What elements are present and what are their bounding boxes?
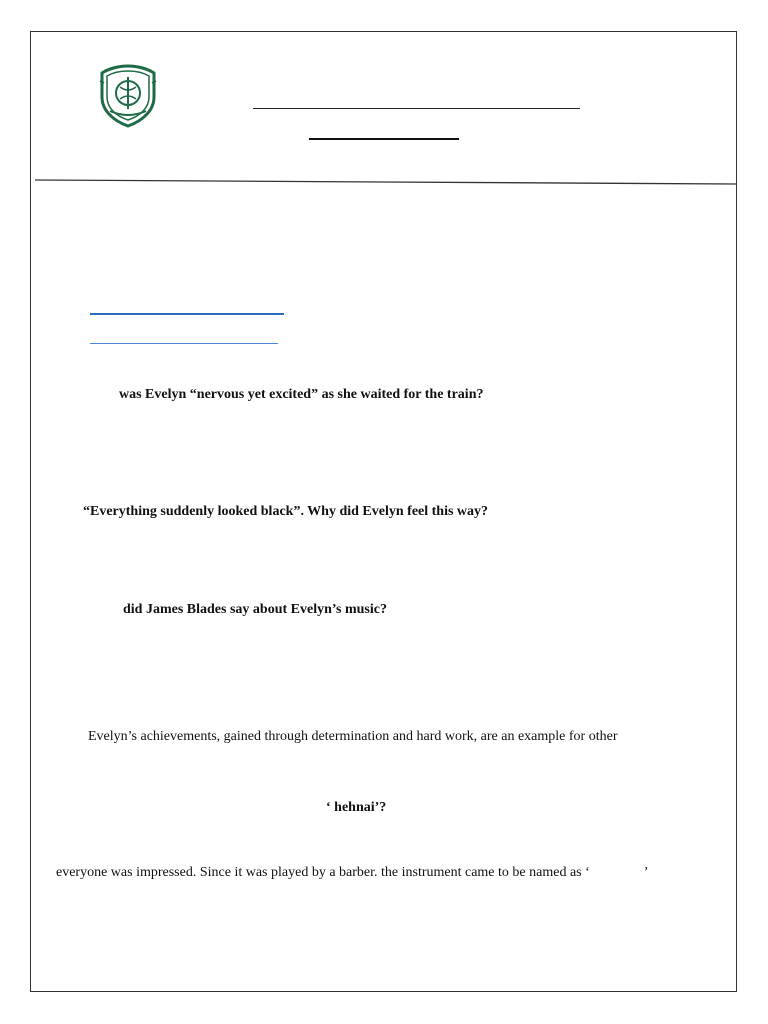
statement-1: Evelyn’s achievements, gained through determination and hard work, are an example for other [88,729,618,744]
blue-underline-2 [90,343,278,344]
statement-2-close-quote: ’ [643,865,649,880]
blue-underline-1 [90,313,284,315]
statement-2-text: everyone was impressed. Since it was played by a barber. the instrument came to be named as ‘ [56,865,590,880]
statement-2 [56,865,648,881]
question-3: did James Blades say about Evelyn’s music? [123,602,387,617]
header-divider [0,0,768,200]
question-1: was Evelyn “nervous yet excited” as she waited for the train? [119,387,484,402]
question-4: ‘ hehnai’? [326,800,387,815]
question-2: “Everything suddenly looked black”. Why did Evelyn feel this way? [83,504,489,519]
